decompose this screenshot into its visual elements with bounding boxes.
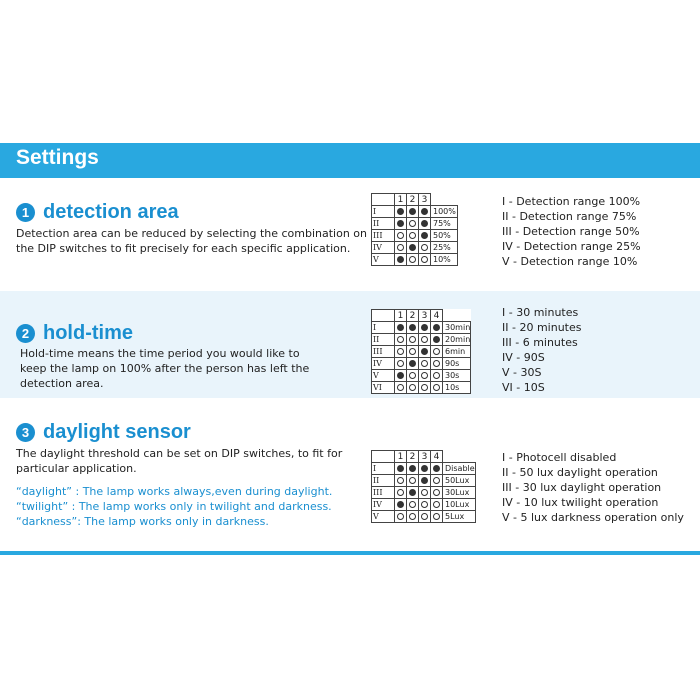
switch-on-dot-icon	[397, 220, 404, 227]
dip-switch-cell	[431, 463, 443, 475]
dip-table-row	[372, 463, 476, 475]
dip-value-cell: 50%	[431, 230, 458, 242]
dip-row-label: III	[372, 487, 395, 499]
legend-item: II - 50 lux daylight operation	[502, 466, 658, 479]
legend-item: V - 30S	[502, 366, 542, 379]
legend-item: V - 5 lux darkness operation only	[502, 511, 684, 524]
dip-switch-cell	[419, 334, 431, 346]
dip-switch-cell	[419, 254, 431, 266]
dip-row-label: III	[372, 230, 395, 242]
dip-switch-cell	[407, 230, 419, 242]
switch-off-dot-icon	[433, 348, 440, 355]
description-line: The daylight threshold can be set on DIP switches, to fit for	[16, 447, 343, 460]
mode-darkness: “darkness”: The lamp works only in darkness.	[16, 515, 269, 528]
switch-off-dot-icon	[397, 244, 404, 251]
dip-value-cell: 30min	[443, 322, 471, 334]
hold-time-description	[20, 346, 309, 391]
dip-table-row	[372, 358, 471, 370]
dip-table-row	[372, 254, 458, 266]
dip-row-label: II	[372, 334, 395, 346]
switch-on-dot-icon	[409, 360, 416, 367]
switch-off-dot-icon	[433, 384, 440, 391]
dip-value-cell: 30s	[443, 370, 471, 382]
dip-switch-cell	[407, 475, 419, 487]
switch-off-dot-icon	[397, 360, 404, 367]
dip-switch-header: 3	[419, 194, 431, 206]
dip-switch-header: 2	[407, 194, 419, 206]
switch-on-dot-icon	[421, 477, 428, 484]
dip-switch-cell	[395, 358, 407, 370]
switch-off-dot-icon	[421, 336, 428, 343]
dip-value-cell: 20min	[443, 334, 471, 346]
dip-switch-cell	[395, 322, 407, 334]
dip-switch-cell	[431, 358, 443, 370]
dip-switch-cell	[419, 382, 431, 394]
switch-off-dot-icon	[421, 384, 428, 391]
switch-on-dot-icon	[409, 324, 416, 331]
dip-corner-cell	[372, 451, 395, 463]
dip-switch-cell	[431, 370, 443, 382]
dip-switch-cell	[419, 358, 431, 370]
dip-value-cell: 30Lux	[443, 487, 476, 499]
dip-value-header	[431, 194, 458, 206]
dip-value-cell: 90s	[443, 358, 471, 370]
dip-switch-cell	[395, 382, 407, 394]
description-line: particular application.	[16, 462, 137, 475]
dip-switch-cell	[419, 487, 431, 499]
switch-off-dot-icon	[433, 360, 440, 367]
dip-row-label: II	[372, 475, 395, 487]
bottom-divider	[0, 551, 700, 555]
switch-on-dot-icon	[397, 324, 404, 331]
switch-off-dot-icon	[433, 513, 440, 520]
section-number-1-icon: 1	[16, 203, 35, 222]
switch-off-dot-icon	[433, 501, 440, 508]
switch-on-dot-icon	[433, 465, 440, 472]
switch-on-dot-icon	[397, 208, 404, 215]
dip-row-label: I	[372, 206, 395, 218]
dip-switch-header: 3	[419, 310, 431, 322]
dip-switch-cell	[395, 463, 407, 475]
switch-on-dot-icon	[421, 348, 428, 355]
dip-table-row	[372, 475, 476, 487]
switch-off-dot-icon	[397, 384, 404, 391]
dip-switch-cell	[407, 463, 419, 475]
switch-off-dot-icon	[397, 489, 404, 496]
description-line: keep the lamp on 100% after the person has left the	[20, 362, 310, 375]
switch-off-dot-icon	[397, 336, 404, 343]
dip-switch-cell	[419, 230, 431, 242]
legend-item: II - 20 minutes	[502, 321, 582, 334]
switch-on-dot-icon	[409, 244, 416, 251]
hold-time-legend	[502, 305, 581, 395]
daylight-sensor-legend	[502, 450, 684, 525]
dip-switch-cell	[395, 334, 407, 346]
dip-table-row	[372, 511, 476, 523]
switch-off-dot-icon	[397, 348, 404, 355]
switch-on-dot-icon	[397, 372, 404, 379]
dip-switch-header: 4	[431, 310, 443, 322]
legend-item: I - Photocell disabled	[502, 451, 617, 464]
dip-row-label: I	[372, 322, 395, 334]
section-title-text: hold-time	[43, 322, 133, 344]
dip-switch-cell	[419, 370, 431, 382]
switch-on-dot-icon	[409, 465, 416, 472]
dip-switch-cell	[395, 206, 407, 218]
dip-switch-cell	[431, 499, 443, 511]
dip-switch-cell	[431, 382, 443, 394]
dip-switch-cell	[407, 511, 419, 523]
dip-table-row	[372, 370, 471, 382]
switch-off-dot-icon	[433, 372, 440, 379]
legend-item: V - Detection range 10%	[502, 255, 638, 268]
legend-item: II - Detection range 75%	[502, 210, 637, 223]
section-title-text: detection area	[43, 201, 179, 223]
dip-table-row	[372, 382, 471, 394]
dip-switch-cell	[431, 475, 443, 487]
switch-on-dot-icon	[397, 465, 404, 472]
dip-switch-cell	[407, 322, 419, 334]
dip-switch-cell	[419, 346, 431, 358]
dip-switch-cell	[407, 254, 419, 266]
switch-on-dot-icon	[433, 324, 440, 331]
section-number-2-icon: 2	[16, 324, 35, 343]
dip-value-header	[443, 451, 476, 463]
dip-value-cell: 10s	[443, 382, 471, 394]
switch-off-dot-icon	[421, 501, 428, 508]
dip-table-row	[372, 334, 471, 346]
dip-switch-cell	[431, 334, 443, 346]
dip-switch-cell	[395, 499, 407, 511]
dip-row-label: IV	[372, 242, 395, 254]
dip-table-row	[372, 346, 471, 358]
dip-switch-cell	[419, 475, 431, 487]
dip-switch-header: 4	[431, 451, 443, 463]
dip-switch-header: 1	[395, 310, 407, 322]
switch-on-dot-icon	[409, 208, 416, 215]
dip-switch-cell	[419, 218, 431, 230]
legend-item: I - 30 minutes	[502, 306, 579, 319]
dip-value-cell: 6min	[443, 346, 471, 358]
description-line: Detection area can be reduced by selecting the combination on	[16, 227, 368, 240]
dip-switch-cell	[395, 475, 407, 487]
mode-daylight: “daylight” : The lamp works always,even during daylight.	[16, 485, 333, 498]
legend-item: VI - 10S	[502, 381, 545, 394]
dip-switch-cell	[407, 370, 419, 382]
dip-row-label: IV	[372, 358, 395, 370]
switch-off-dot-icon	[421, 360, 428, 367]
switch-off-dot-icon	[409, 372, 416, 379]
dip-switch-cell	[431, 487, 443, 499]
settings-header-bar	[0, 143, 700, 178]
dip-switch-cell	[419, 463, 431, 475]
dip-table-row	[372, 206, 458, 218]
switch-on-dot-icon	[397, 256, 404, 263]
switch-off-dot-icon	[433, 477, 440, 484]
dip-row-label: VI	[372, 382, 395, 394]
dip-switch-header: 3	[419, 451, 431, 463]
switch-off-dot-icon	[409, 513, 416, 520]
dip-switch-cell	[395, 346, 407, 358]
dip-table-row	[372, 242, 458, 254]
switch-off-dot-icon	[397, 232, 404, 239]
section-daylight-sensor-title	[16, 421, 191, 444]
dip-value-cell: 10Lux	[443, 499, 476, 511]
switch-off-dot-icon	[421, 244, 428, 251]
dip-switch-header: 1	[395, 451, 407, 463]
dip-value-cell: 100%	[431, 206, 458, 218]
dip-switch-cell	[419, 511, 431, 523]
dip-value-cell: 25%	[431, 242, 458, 254]
switch-on-dot-icon	[433, 336, 440, 343]
dip-row-label: I	[372, 463, 395, 475]
page-title: Settings	[16, 146, 99, 169]
legend-item: III - Detection range 50%	[502, 225, 640, 238]
switch-on-dot-icon	[421, 232, 428, 239]
dip-table-row	[372, 322, 471, 334]
dip-switch-cell	[407, 334, 419, 346]
legend-item: III - 30 lux daylight operation	[502, 481, 662, 494]
dip-switch-cell	[407, 218, 419, 230]
detection-area-description	[16, 226, 367, 256]
dip-switch-cell	[407, 499, 419, 511]
dip-switch-cell	[431, 346, 443, 358]
detection-area-legend	[502, 194, 641, 269]
dip-corner-cell	[372, 194, 395, 206]
legend-item: III - 6 minutes	[502, 336, 578, 349]
dip-switch-cell	[395, 254, 407, 266]
switch-off-dot-icon	[409, 384, 416, 391]
dip-switch-cell	[395, 487, 407, 499]
dip-value-cell: 50Lux	[443, 475, 476, 487]
dip-switch-cell	[419, 206, 431, 218]
switch-off-dot-icon	[409, 256, 416, 263]
dip-row-label: II	[372, 218, 395, 230]
switch-off-dot-icon	[409, 232, 416, 239]
legend-item: I - Detection range 100%	[502, 195, 641, 208]
dip-row-label: V	[372, 511, 395, 523]
switch-off-dot-icon	[421, 256, 428, 263]
legend-item: IV - Detection range 25%	[502, 240, 641, 253]
dip-value-cell: 5Lux	[443, 511, 476, 523]
switch-off-dot-icon	[421, 513, 428, 520]
switch-off-dot-icon	[409, 501, 416, 508]
dip-row-label: IV	[372, 499, 395, 511]
dip-value-cell: 75%	[431, 218, 458, 230]
dip-switch-cell	[395, 242, 407, 254]
switch-off-dot-icon	[433, 489, 440, 496]
dip-table-row	[372, 230, 458, 242]
daylight-sensor-dip-table	[371, 450, 476, 523]
switch-on-dot-icon	[409, 489, 416, 496]
switch-on-dot-icon	[421, 220, 428, 227]
switch-off-dot-icon	[397, 477, 404, 484]
section-hold-time-title	[16, 322, 133, 345]
dip-switch-cell	[407, 487, 419, 499]
dip-value-cell: Disable	[443, 463, 476, 475]
dip-switch-cell	[395, 218, 407, 230]
dip-switch-cell	[407, 242, 419, 254]
dip-row-label: V	[372, 370, 395, 382]
dip-switch-cell	[407, 382, 419, 394]
switch-on-dot-icon	[421, 208, 428, 215]
switch-on-dot-icon	[421, 465, 428, 472]
dip-switch-header: 1	[395, 194, 407, 206]
switch-off-dot-icon	[397, 513, 404, 520]
legend-item: IV - 90S	[502, 351, 545, 364]
switch-off-dot-icon	[409, 336, 416, 343]
description-line: Hold-time means the time period you would like to	[20, 347, 300, 360]
dip-row-label: V	[372, 254, 395, 266]
switch-on-dot-icon	[397, 501, 404, 508]
dip-switch-cell	[395, 370, 407, 382]
dip-switch-cell	[407, 358, 419, 370]
section-detection-area-title	[16, 201, 179, 224]
dip-switch-cell	[419, 499, 431, 511]
detection-area-dip-table	[371, 193, 458, 266]
dip-value-cell: 10%	[431, 254, 458, 266]
dip-table-row	[372, 218, 458, 230]
dip-switch-cell	[407, 346, 419, 358]
dip-switch-cell	[419, 322, 431, 334]
description-line: detection area.	[20, 377, 104, 390]
dip-switch-header: 2	[407, 310, 419, 322]
switch-off-dot-icon	[421, 489, 428, 496]
dip-switch-cell	[431, 511, 443, 523]
switch-off-dot-icon	[409, 477, 416, 484]
dip-switch-cell	[407, 206, 419, 218]
dip-row-label: III	[372, 346, 395, 358]
switch-off-dot-icon	[409, 348, 416, 355]
dip-corner-cell	[372, 310, 395, 322]
daylight-sensor-description	[16, 446, 342, 476]
dip-table-row	[372, 499, 476, 511]
mode-twilight: “twilight” : The lamp works only in twilight and darkness.	[16, 500, 332, 513]
dip-switch-header: 2	[407, 451, 419, 463]
legend-item: IV - 10 lux twilight operation	[502, 496, 659, 509]
dip-value-header	[443, 310, 471, 322]
dip-switch-cell	[419, 242, 431, 254]
switch-off-dot-icon	[421, 372, 428, 379]
dip-switch-cell	[395, 511, 407, 523]
hold-time-dip-table	[371, 309, 471, 394]
dip-switch-cell	[395, 230, 407, 242]
section-title-text: daylight sensor	[43, 421, 191, 443]
dip-switch-cell	[431, 322, 443, 334]
switch-on-dot-icon	[421, 324, 428, 331]
switch-off-dot-icon	[409, 220, 416, 227]
section-number-3-icon: 3	[16, 423, 35, 442]
description-line: the DIP switches to fit precisely for each specific application.	[16, 242, 351, 255]
dip-table-row	[372, 487, 476, 499]
